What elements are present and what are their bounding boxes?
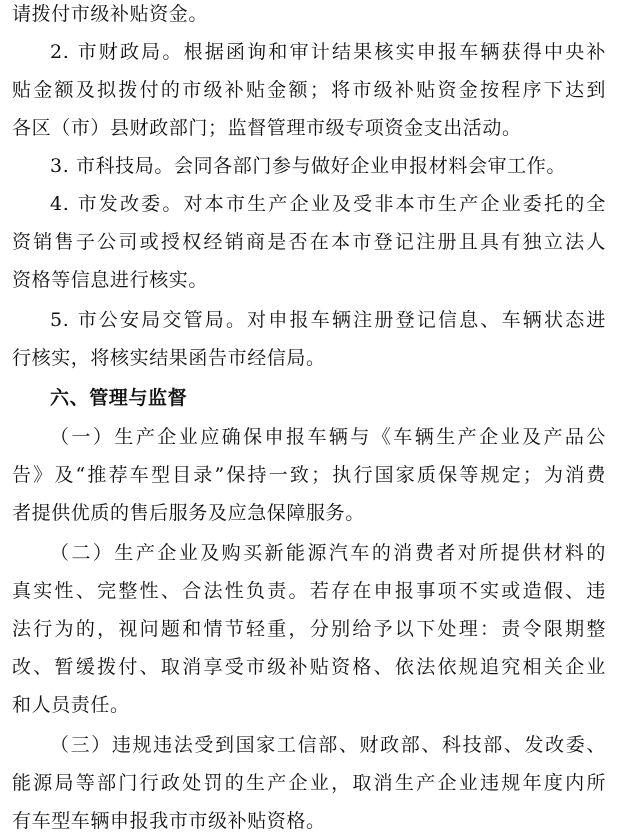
paragraph-line: 请拨付市级补贴资金。 <box>12 3 209 25</box>
paragraph-line: 者提供优质的售后服务及应急保障服务。 <box>12 502 365 524</box>
paragraph-line: （一）生产企业应确保申报车辆与《车辆生产企业及产品公 <box>50 426 606 448</box>
paragraph-line: 能源局等部门行政处罚的生产企业，取消生产企业违规年度内所 <box>12 772 606 794</box>
paragraph-line: 5. 市公安局交管局。对申报车辆注册登记信息、车辆状态进 <box>50 309 606 331</box>
paragraph-line: 各区（市）县财政部门；监督管理市级专项资金支出活动。 <box>12 117 522 139</box>
paragraph-line: 行核实，将核实结果函告市经信局。 <box>12 347 326 369</box>
paragraph-line: 和人员责任。 <box>12 694 130 716</box>
paragraph-line: （二）生产企业及购买新能源汽车的消费者对所提供材料的 <box>50 542 606 564</box>
paragraph-line: 有车型车辆申报我市市级补贴资格。 <box>12 810 326 832</box>
paragraph-line: 资销售子公司或授权经销商是否在本市登记注册且具有独立法人 <box>12 231 606 253</box>
paragraph-line: 改、暂缓拨付、取消享受市级补贴资格、依法依规追究相关企业 <box>12 656 606 678</box>
paragraph-line: 法行为的，视问题和情节轻重，分别给予以下处理：责令限期整 <box>12 618 606 640</box>
paragraph-line: 告》及“推荐车型目录”保持一致；执行国家质保等规定；为消费 <box>12 464 606 486</box>
section-heading: 六、管理与监督 <box>50 387 188 409</box>
paragraph-line: 资格等信息进行核实。 <box>12 269 209 291</box>
paragraph-line: 4. 市发改委。对本市生产企业及受非本市生产企业委托的全 <box>50 193 606 215</box>
paragraph-line: 3. 市科技局。会同各部门参与做好企业申报材料会审工作。 <box>50 155 566 177</box>
paragraph-line: 真实性、完整性、合法性负责。若存在申报事项不实或造假、违 <box>12 580 606 602</box>
paragraph-line: 2. 市财政局。根据函询和审计结果核实申报车辆获得中央补 <box>50 41 606 63</box>
paragraph-line: （三）违规违法受到国家工信部、财政部、科技部、发改委、 <box>50 734 606 756</box>
paragraph-line: 贴金额及拟拨付的市级补贴金额；将市级补贴资金按程序下达到 <box>12 79 606 101</box>
